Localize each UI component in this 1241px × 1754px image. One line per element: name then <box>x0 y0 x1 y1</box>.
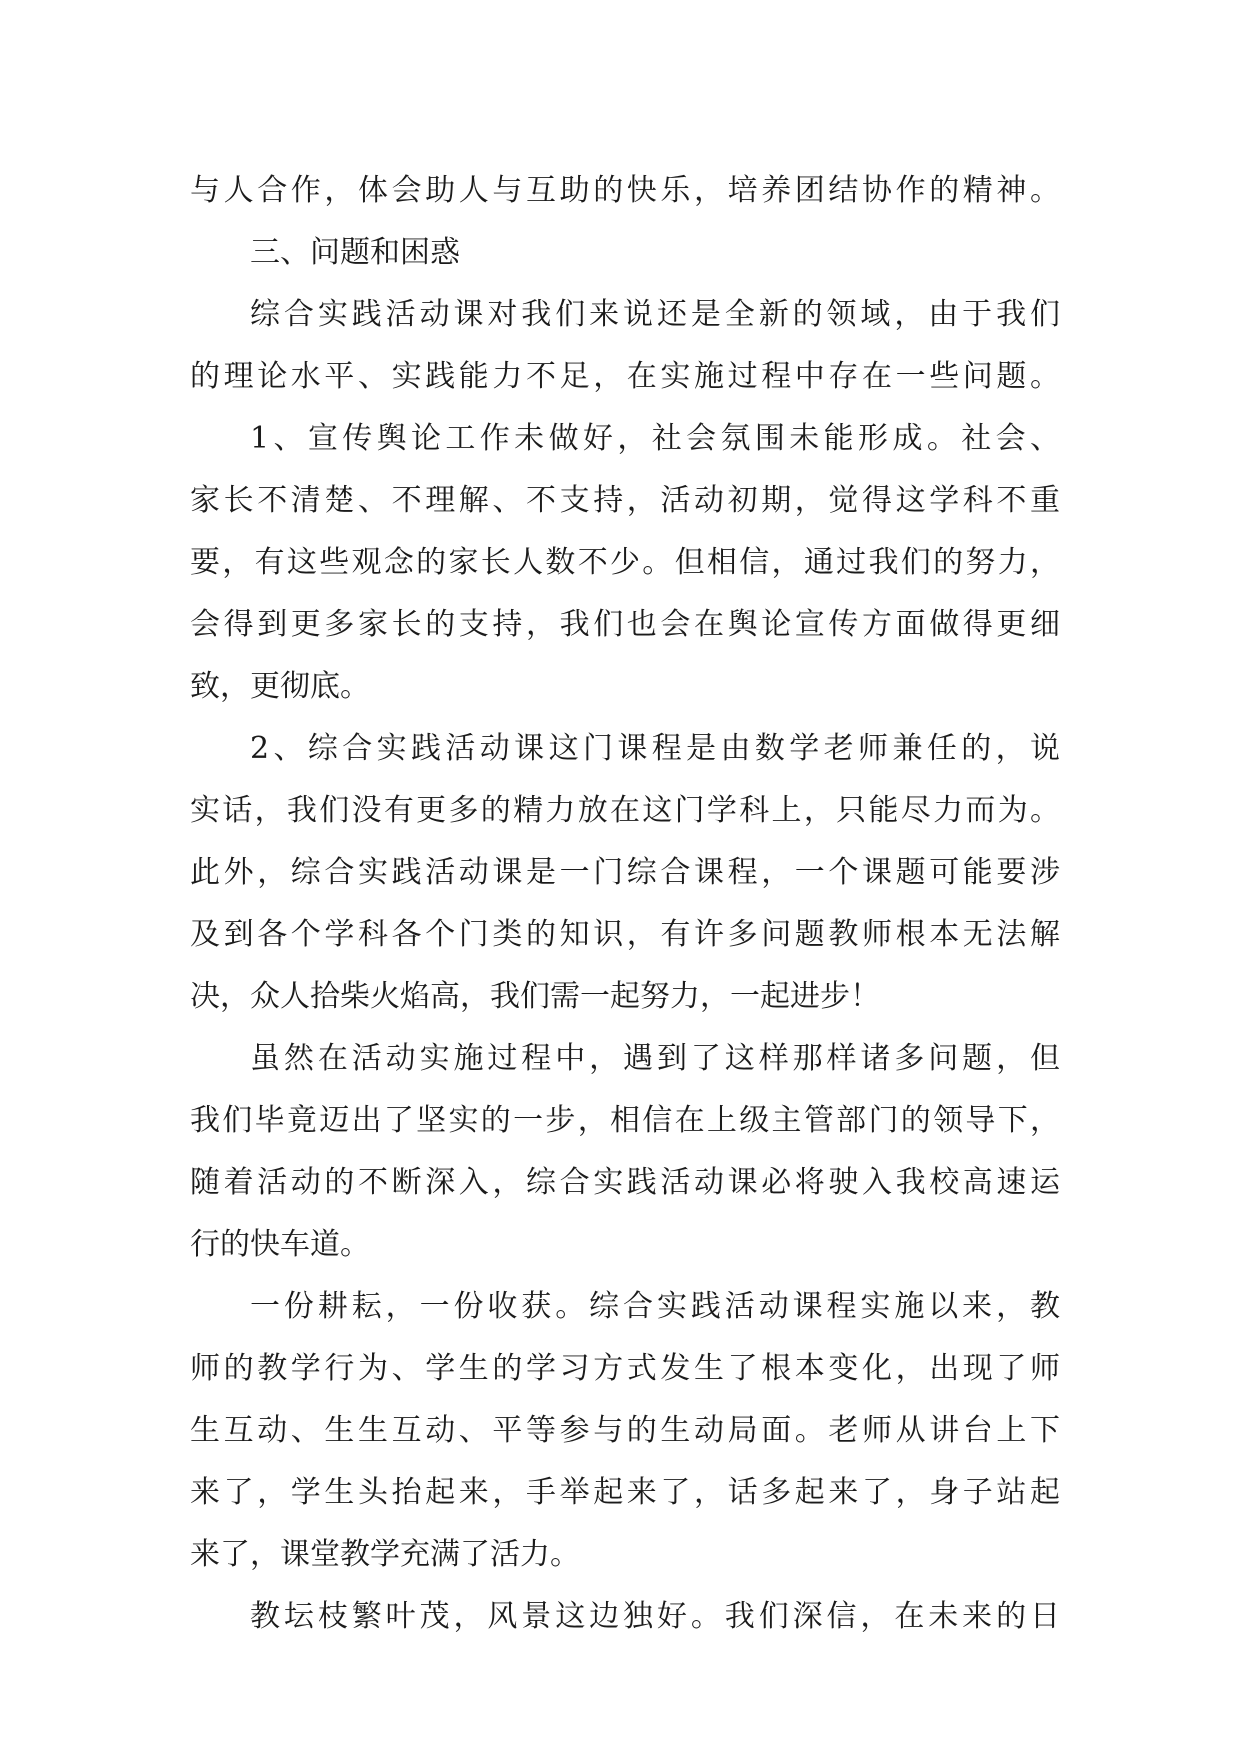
text-line: 生互动、生生互动、平等参与的生动局面。老师从讲台上下 <box>190 1413 1060 1448</box>
text-line: 综合实践活动课对我们来说还是全新的领域，由于我们 <box>250 297 1060 332</box>
text-line: 与人合作，体会助人与互助的快乐，培养团结协作的精神。 <box>190 173 1060 208</box>
text-line: 来了，学生头抬起来，手举起来了，话多起来了，身子站起 <box>190 1475 1060 1510</box>
text-line: 教坛枝繁叶茂，风景这边独好。我们深信，在未来的日 <box>250 1599 1060 1634</box>
text-line: 行的快车道。 <box>190 1227 370 1262</box>
document-body <box>190 160 1060 1648</box>
text-line: 来了，课堂教学充满了活力。 <box>190 1537 580 1572</box>
text-line: 实话，我们没有更多的精力放在这门学科上，只能尽力而为。 <box>190 793 1060 828</box>
text-line: 的理论水平、实践能力不足，在实施过程中存在一些问题。 <box>190 359 1060 394</box>
text-line: 虽然在活动实施过程中，遇到了这样那样诸多问题，但 <box>250 1041 1060 1076</box>
text-line: 我们毕竟迈出了坚实的一步，相信在上级主管部门的领导下， <box>190 1103 1060 1138</box>
text-line: 家长不清楚、不理解、不支持，活动初期，觉得这学科不重 <box>190 483 1060 518</box>
text-line: 决，众人拾柴火焰高，我们需一起努力，一起进步！ <box>190 979 880 1014</box>
text-line: 此外，综合实践活动课是一门综合课程，一个课题可能要涉 <box>190 855 1060 890</box>
text-line: 会得到更多家长的支持，我们也会在舆论宣传方面做得更细 <box>190 607 1060 642</box>
text-line: 一份耕耘，一份收获。综合实践活动课程实施以来，教 <box>250 1289 1060 1324</box>
text-line: 2、综合实践活动课这门课程是由数学老师兼任的，说 <box>250 731 1060 766</box>
text-line: 1、宣传舆论工作未做好，社会氛围未能形成。社会、 <box>250 421 1060 456</box>
text-line: 致，更彻底。 <box>190 669 370 704</box>
text-line: 要，有这些观念的家长人数不少。但相信，通过我们的努力， <box>190 545 1060 580</box>
section-heading: 三、问题和困惑 <box>250 235 460 270</box>
text-line: 随着活动的不断深入，综合实践活动课必将驶入我校高速运 <box>190 1165 1060 1200</box>
text-line: 师的教学行为、学生的学习方式发生了根本变化，出现了师 <box>190 1351 1060 1386</box>
text-line: 及到各个学科各个门类的知识，有许多问题教师根本无法解 <box>190 917 1060 952</box>
